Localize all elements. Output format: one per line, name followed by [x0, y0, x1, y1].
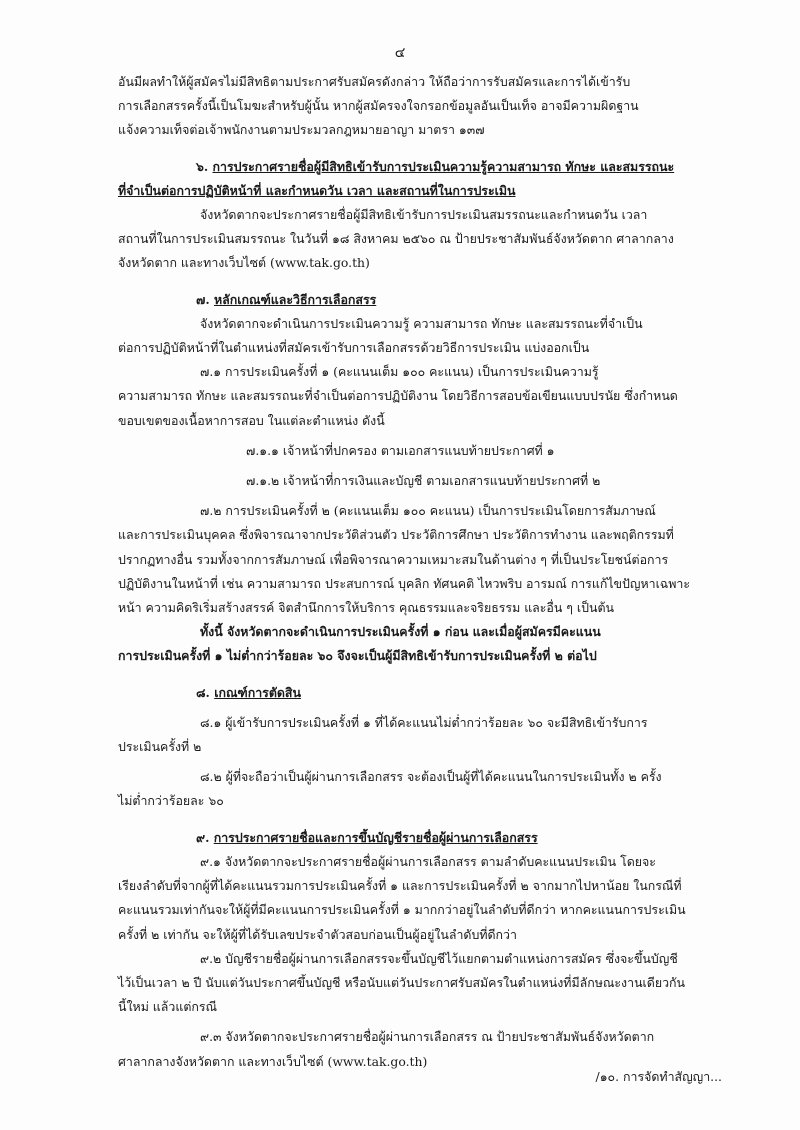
section-9-title: การประกาศรายชื่อและการขึ้นบัญชีรายชื่อผู้ผ่านการเลือกสรร	[213, 829, 538, 845]
section-7-1-line: ความสามารถ ทักษะ และสมรรถนะที่จำเป็นต่อการปฏิบัติงาน โดยวิธีการสอบข้อเขียนแบบปรนัย ซึ่งกำหนด	[118, 388, 678, 404]
section-7-1-1-item: ๗.๑.๑ เจ้าหน้าที่ปกครอง ตามเอกสารแนบท้ายประกาศที่ ๑	[246, 442, 555, 458]
section-7-2-line: ปรากฏทางอื่น รวมทั้งจากการสัมภาษณ์ เพื่อพิจารณาความเหมาะสมในด้านต่าง ๆ ที่เป็นประโยชน์ต่อการ	[118, 551, 669, 567]
section-9-2-line: ไว้เป็นเวลา ๒ ปี นับแต่วันประกาศขึ้นบัญชี หรือนับแต่วันประกาศรับสมัครในตำแหน่งที่มีลักษณะงานเดียวกัน	[118, 974, 686, 990]
section-7-intro-line: ต่อการปฏิบัติหน้าที่ในตำแหน่งที่สมัครเข้ารับการเลือกสรรด้วยวิธีการประเมิน แบ่งออกเป็น	[118, 340, 590, 356]
section-7-number: ๗.	[196, 291, 210, 307]
spacer	[118, 814, 728, 826]
intro-line: แจ้งความเท็จต่อเจ้าพนักงานตามประมวลกฎหมายอาญา มาตรา ๑๓๗	[118, 122, 485, 138]
section-9-2-line: นี้ใหม่ แล้วแต่กรณี	[118, 999, 218, 1015]
section-8	[118, 681, 728, 814]
spacer	[118, 669, 728, 681]
section-7-heading	[118, 288, 728, 312]
section-8-heading	[118, 681, 728, 705]
section-6-heading	[118, 155, 728, 179]
section-6-body-line: สถานที่ในการประเมินสมรรถนะ ในวันที่ ๑๘ สิงหาคม ๒๕๖๐ ณ ป้ายประชาสัมพันธ์จังหวัดตาก ศาลากลาง	[118, 231, 674, 247]
section-9-1-line: คะแนนรวมเท่ากันจะให้ผู้ที่มีคะแนนการประเมินครั้งที่ ๑ มากกว่าอยู่ในลำดับที่ดีกว่า หากคะแนนการประเมิน	[118, 902, 686, 918]
section-8-number: ๘.	[196, 684, 210, 700]
section-9-1-line: เรียงลำดับที่จากผู้ที่ได้คะแนนรวมการประเมินครั้งที่ ๑ และการประเมินครั้งที่ ๒ จากมากไปหาน้อย ในกรณีที่	[118, 878, 682, 894]
section-8-title: เกณฑ์การตัดสิน	[214, 684, 301, 700]
document-body	[118, 70, 728, 1074]
section-7-1-line: ๗.๑ การประเมินครั้งที่ ๑ (คะแนนเต็ม ๑๐๐ คะแนน) เป็นการประเมินความรู้	[200, 364, 599, 380]
section-6	[118, 155, 728, 276]
section-7-1-line: ขอบเขตของเนื้อหาการสอบ ในแต่ละตำแหน่ง ดังนี้	[118, 412, 385, 428]
section-7-2-line: ปฏิบัติงานในหน้าที่ เช่น ความสามารถ ประสบการณ์ บุคลิก ทัศนคติ ไหวพริบ อารมณ์ การแก้ไขปัญหาเฉพาะ	[118, 575, 691, 591]
section-7-2-line: หน้า ความคิดริเริ่มสร้างสรรค์ จิตสำนึกการให้บริการ คุณธรรมและจริยธรรม และอื่น ๆ เป็นต้น	[118, 600, 614, 616]
section-7-1-2-item: ๗.๑.๒ เจ้าหน้าที่การเงินและบัญชี ตามเอกสารแนบท้ายประกาศที่ ๒	[246, 473, 601, 489]
section-9-1-line: ครั้งที่ ๒ เท่ากัน จะให้ผู้ที่ได้รับเลขประจำตัวสอบก่อนเป็นผู้อยู่ในลำดับที่ดีกว่า	[118, 926, 517, 942]
section-8-2-line: ๘.๒ ผู้ที่จะถือว่าเป็นผู้ผ่านการเลือกสรร จะต้องเป็นผู้ที่ได้คะแนนในการประเมินทั้ง ๒ ครั้ง	[200, 769, 662, 785]
section-7-2-line: และการประเมินบุคคล ซึ่งพิจารณาจากประวัติส่วนตัว ประวัติการศึกษา ประวัติการทำงาน และพฤติกรรมที่	[118, 527, 674, 543]
section-9-3-line: ศาลากลางจังหวัดตาก และทางเว็บไซต์ (www.tak.go.th)	[118, 1053, 428, 1069]
section-8-1-line: ๘.๑ ผู้เข้ารับการประเมินครั้งที่ ๑ ที่ได้คะแนนไม่ต่ำกว่าร้อยละ ๖๐ จะมีสิทธิเข้ารับการ	[200, 714, 648, 730]
section-6-title: การประกาศรายชื่อผู้มีสิทธิเข้ารับการประเมินความรู้ความสามารถ ทักษะ และสมรรถนะ	[212, 158, 675, 174]
section-6-title-cont: ที่จำเป็นต่อการปฏิบัติหน้าที่ และกำหนดวัน เวลา และสถานที่ในการประเมิน	[118, 182, 516, 198]
section-8-2-line: ไม่ต่ำกว่าร้อยละ ๖๐	[118, 793, 224, 809]
section-7-title: หลักเกณฑ์และวิธีการเลือกสรร	[213, 291, 377, 307]
section-7	[118, 288, 728, 669]
section-9-2-line: ๙.๒ บัญชีรายชื่อผู้ผ่านการเลือกสรรจะขึ้นบัญชีไว้แยกตามตำแหน่งการสมัคร ซึ่งจะขึ้นบัญชี	[200, 950, 678, 966]
intro-paragraph	[118, 70, 728, 143]
section-7-note-line: การประเมินครั้งที่ ๑ ไม่ต่ำกว่าร้อยละ ๖๐ จึงจะเป็นผู้มีสิทธิเข้ารับการประเมินครั้งที่ ๒ ต่อไป	[118, 648, 597, 664]
section-7-note-line: ทั้งนี้ จังหวัดตากจะดำเนินการประเมินครั้งที่ ๑ ก่อน และเมื่อผู้สมัครมีคะแนน	[200, 624, 601, 640]
page-number: ๔	[394, 45, 406, 61]
section-6-body-line: จังหวัดตาก และทางเว็บไซต์ (www.tak.go.th)	[118, 255, 370, 271]
section-9	[118, 826, 728, 1074]
spacer	[118, 143, 728, 155]
section-8-1-line: ประเมินครั้งที่ ๒	[118, 739, 202, 755]
intro-line: อันมีผลทำให้ผู้สมัครไม่มีสิทธิตามประกาศรับสมัครดังกล่าว ให้ถือว่าการรับสมัครและการได้เข้ารับ	[118, 74, 631, 89]
section-7-2-line: ๗.๒ การประเมินครั้งที่ ๒ (คะแนนเต็ม ๑๐๐ คะแนน) เป็นการประเมินโดยการสัมภาษณ์	[200, 503, 656, 519]
section-6-heading-cont	[118, 179, 728, 203]
intro-line: การเลือกสรรครั้งนี้เป็นโมฆะสำหรับผู้นั้น หากผู้สมัครจงใจกรอกข้อมูลอันเป็นเท็จ อาจมีความผิดฐาน	[118, 98, 639, 114]
next-page-continuation: /๑๐. การจัดทำสัญญา...	[595, 1069, 722, 1084]
section-9-heading	[118, 826, 728, 850]
spacer	[118, 276, 728, 288]
section-9-number: ๙.	[196, 829, 210, 845]
section-6-number: ๖.	[196, 158, 209, 174]
section-7-intro-line: จังหวัดตากจะดำเนินการประเมินความรู้ ความสามารถ ทักษะ และสมรรถนะที่จำเป็น	[200, 315, 643, 331]
section-9-1-line: ๙.๑ จังหวัดตากจะประกาศรายชื่อผู้ผ่านการเลือกสรร ตามลำดับคะแนนประเมิน โดยจะ	[200, 853, 656, 869]
section-9-3-line: ๙.๓ จังหวัดตากจะประกาศรายชื่อผู้ผ่านการเลือกสรร ณ ป้ายประชาสัมพันธ์จังหวัดตาก	[200, 1029, 655, 1045]
section-6-body-line: จังหวัดตากจะประกาศรายชื่อผู้มีสิทธิเข้ารับการประเมินสมรรถนะและกำหนดวัน เวลา	[200, 207, 648, 223]
